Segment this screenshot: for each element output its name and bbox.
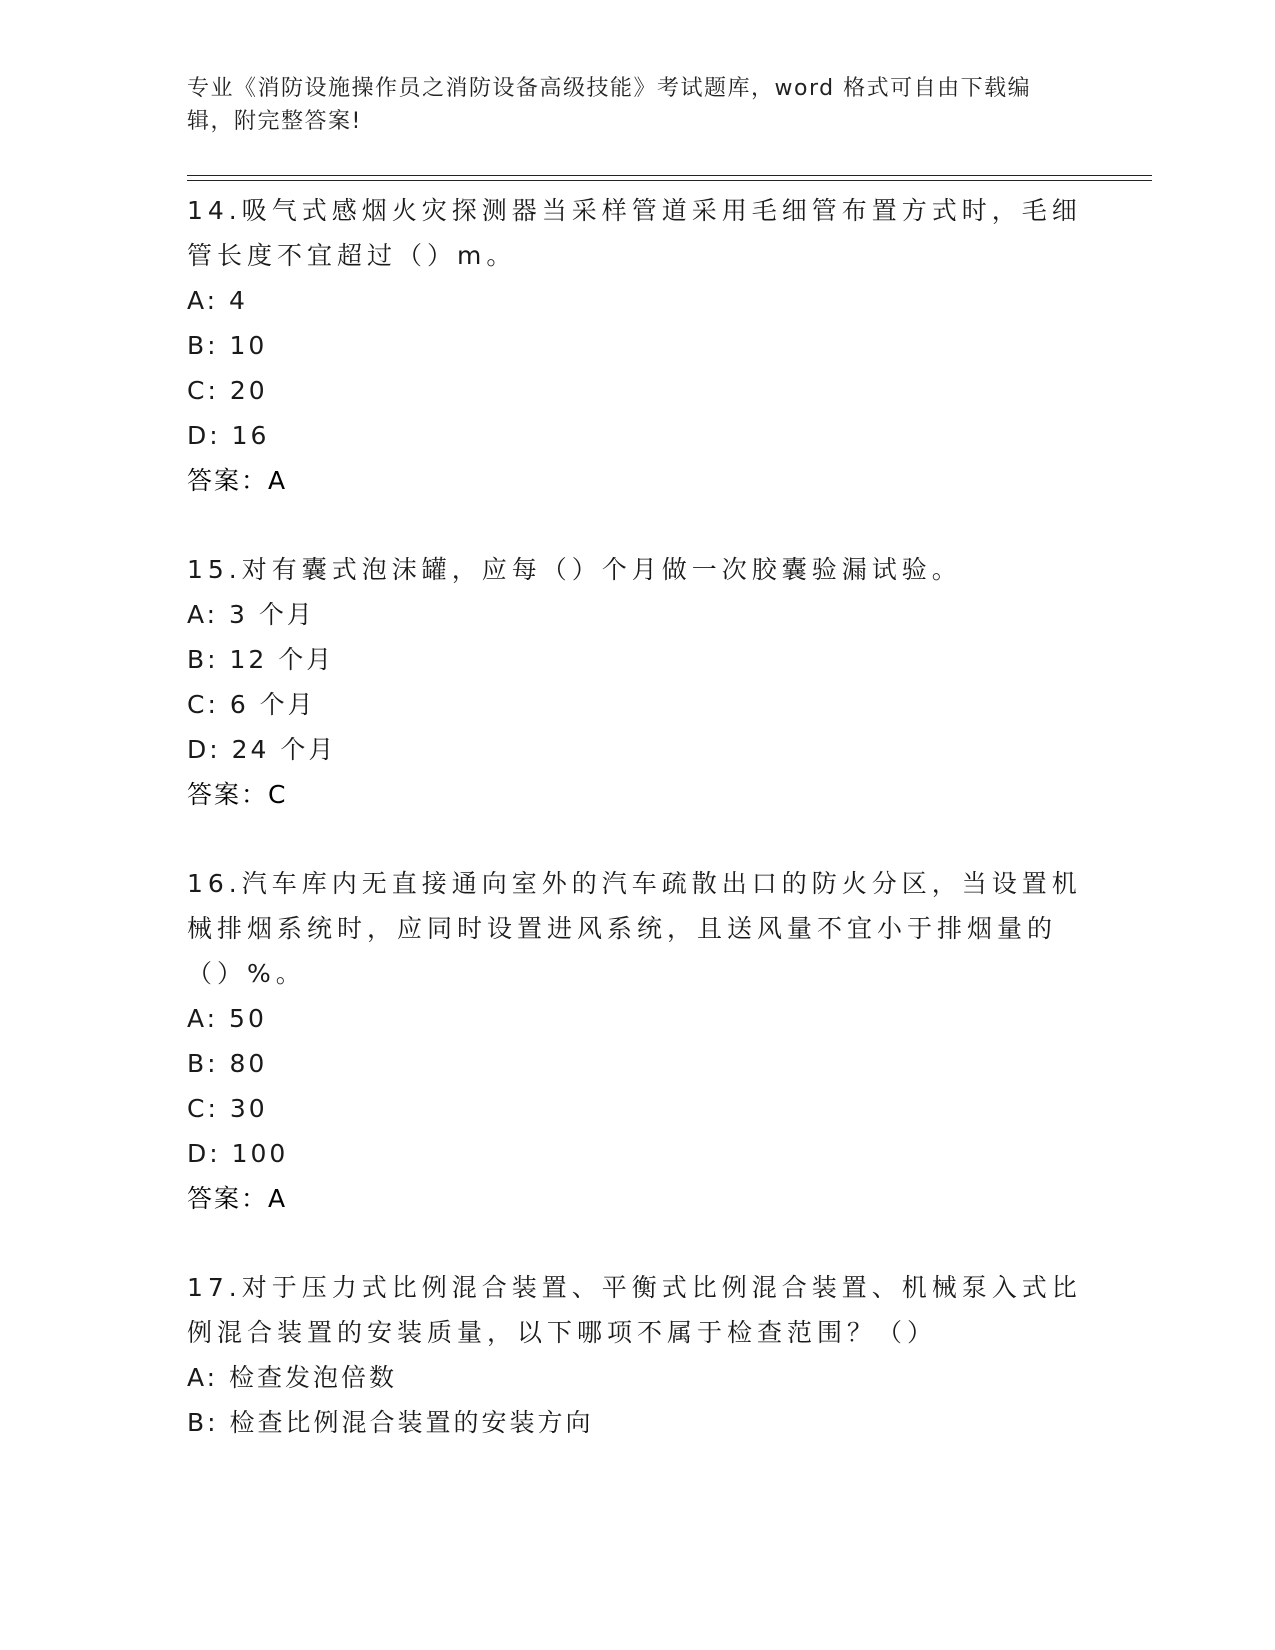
question-text: 16.汽车库内无直接通向室外的汽车疏散出口的防火分区，当设置机械排烟系统时，应同时设置进风系统，且送风量不宜小于排烟量的（）%。 [187, 869, 1082, 988]
header-divider-top [187, 175, 1152, 176]
option-d: D: 24 个月 [187, 735, 337, 764]
question-14 [187, 188, 1087, 503]
answer-line: 答案：A [187, 466, 288, 495]
answer-line: 答案：A [187, 1184, 288, 1213]
option-b: B: 80 [187, 1049, 268, 1078]
option-a: A: 4 [187, 286, 248, 315]
option-c: C: 30 [187, 1094, 268, 1123]
option-a: A: 3 个月 [187, 600, 315, 629]
question-text: 17.对于压力式比例混合装置、平衡式比例混合装置、机械泵入式比例混合装置的安装质量，以下哪项不属于检查范围？（） [187, 1273, 1082, 1347]
question-text: 15.对有囊式泡沫罐，应每（）个月做一次胶囊验漏试验。 [187, 555, 962, 584]
option-a: A: 检查发泡倍数 [187, 1363, 398, 1392]
question-17 [187, 1265, 1087, 1445]
option-c: C: 20 [187, 376, 268, 405]
option-d: D: 16 [187, 421, 270, 450]
header-divider-bottom [187, 180, 1152, 181]
document-header-title: 专业《消防设施操作员之消防设备高级技能》考试题库，word 格式可自由下载编辑，附完整答案! [187, 76, 1032, 134]
option-b: B: 检查比例混合装置的安装方向 [187, 1408, 594, 1437]
option-d: D: 100 [187, 1139, 289, 1168]
question-16 [187, 861, 1087, 1221]
option-b: B: 12 个月 [187, 645, 335, 674]
question-list [187, 188, 1087, 1445]
question-spacer [187, 503, 1087, 547]
option-b: B: 10 [187, 331, 268, 360]
question-spacer [187, 1221, 1087, 1265]
answer-line: 答案：C [187, 780, 288, 809]
question-15 [187, 547, 1087, 817]
option-c: C: 6 个月 [187, 690, 316, 719]
question-text: 14.吸气式感烟火灾探测器当采样管道采用毛细管布置方式时，毛细管长度不宜超过（）m。 [187, 196, 1082, 270]
question-spacer [187, 817, 1087, 861]
option-a: A: 50 [187, 1004, 267, 1033]
